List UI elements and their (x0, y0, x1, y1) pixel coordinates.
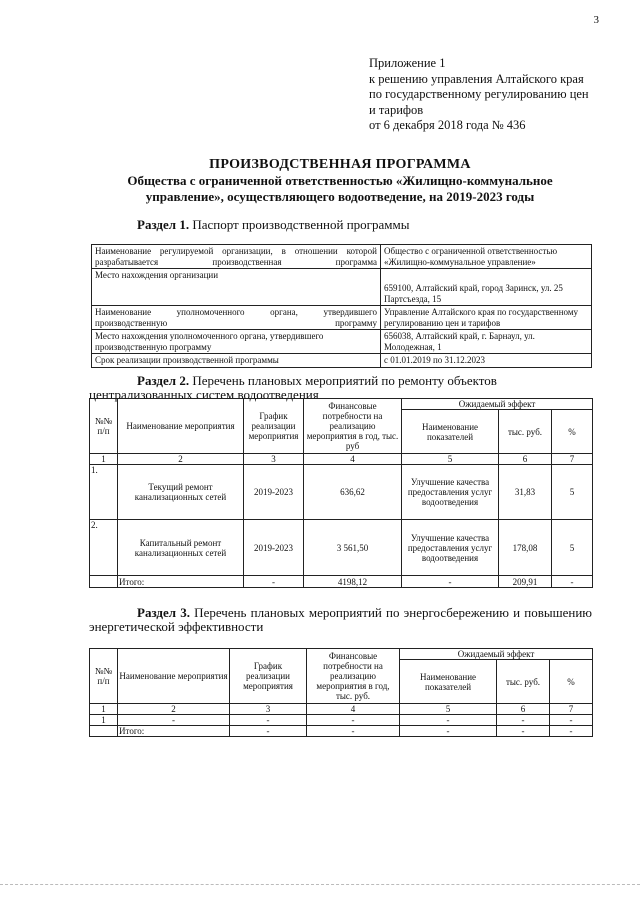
table-row (90, 465, 593, 520)
title-heading: ПРОИЗВОДСТВЕННАЯ ПРОГРАММА (209, 157, 471, 172)
header-thousand: тыс. руб. (497, 660, 550, 704)
header-thousand: тыс. руб. (499, 410, 552, 454)
total-finance: 4198,12 (304, 576, 402, 588)
total-pct: - (552, 576, 593, 588)
column-number: 2 (118, 704, 230, 715)
header-name: Наименование мероприятия (118, 649, 230, 704)
total-pct: - (550, 726, 593, 737)
column-number: 1 (90, 704, 118, 715)
column-number: 4 (304, 454, 402, 465)
column-number: 6 (497, 704, 550, 715)
table-row (92, 245, 592, 269)
row-indicator: Улучшение качества предоставления услуг водоотведения (402, 520, 499, 576)
total-schedule: - (244, 576, 304, 588)
table-cell: Наименование уполномоченного органа, утвердившего производственную программу (92, 306, 381, 330)
column-number: 5 (402, 454, 499, 465)
header-indicator: Наименование показателей (402, 410, 499, 454)
header-pct: % (550, 660, 593, 704)
row-pct: 5 (552, 520, 593, 576)
table-cell: Срок реализации производственной программы (92, 354, 381, 368)
column-number: 6 (499, 454, 552, 465)
appendix-line: Приложение 1 (369, 56, 446, 70)
row-schedule: - (230, 715, 307, 726)
header-name: Наименование мероприятия (118, 399, 244, 454)
header-finance: Финансовые потребности на реализацию мероприятия в год, тыс. руб. (307, 649, 400, 704)
page-number: 3 (593, 14, 599, 26)
column-number: 4 (307, 704, 400, 715)
column-number: 5 (400, 704, 497, 715)
header-finance: Финансовые потребности на реализацию мероприятия в год, тыс. руб (304, 399, 402, 454)
row-pct: - (550, 715, 593, 726)
row-thousand: - (497, 715, 550, 726)
row-finance: 3 561,50 (304, 520, 402, 576)
section1-label: Раздел 1. (137, 217, 190, 232)
table-cell: Наименование регулируемой организации, в отношении которой разрабатывается производственная программа (92, 245, 381, 269)
row-finance: 636,62 (304, 465, 402, 520)
appendix-block (369, 56, 609, 134)
header-indicator: Наименование показателей (400, 660, 497, 704)
header-schedule: График реализации мероприятия (230, 649, 307, 704)
total-thousand: - (497, 726, 550, 737)
appendix-line: по государственному регулированию цен (369, 87, 589, 101)
row-indicator: Улучшение качества предоставления услуг водоотведения (402, 465, 499, 520)
row-schedule: 2019-2023 (244, 465, 304, 520)
table-header-row (90, 649, 593, 660)
table-cell: Общество с ограниченной ответственностью «Жилищно-коммунальное управление» (381, 245, 592, 269)
total-schedule: - (230, 726, 307, 737)
row-name: Капитальный ремонт канализационных сетей (118, 520, 244, 576)
row-pct: 5 (552, 465, 593, 520)
row-finance: - (307, 715, 400, 726)
column-number-row (90, 454, 593, 465)
table-header-row (90, 399, 593, 410)
appendix-line: и тарифов (369, 102, 424, 117)
table-cell: 659100, Алтайский край, город Заринск, ул. 25 Партсъезда, 15 (381, 269, 592, 306)
column-number: 7 (552, 454, 593, 465)
header-effect: Ожидаемый эффект (400, 649, 593, 660)
repair-table (89, 398, 593, 588)
appendix-line: от 6 декабря 2018 года № 436 (369, 118, 526, 132)
total-num (90, 726, 118, 737)
total-finance: - (307, 726, 400, 737)
table-row (92, 330, 592, 354)
header-pct: % (552, 410, 593, 454)
table-row (92, 354, 592, 368)
table-row (90, 715, 593, 726)
row-thousand: 178,08 (499, 520, 552, 576)
title-line: Общества с ограниченной ответственностью «Жилищно-коммунальное (127, 173, 553, 188)
row-name: - (118, 715, 230, 726)
row-num: 1. (90, 465, 118, 520)
header-num: №№ п/п (90, 399, 118, 454)
table-row (90, 520, 593, 576)
appendix-line: к решению управления Алтайского края (369, 71, 584, 86)
table-cell: с 01.01.2019 по 31.12.2023 (381, 354, 592, 368)
passport-table (91, 244, 592, 368)
section2-text: Перечень плановых мероприятий по ремонту объектов централизованных систем водоотведения (89, 373, 497, 402)
total-indicator: - (400, 726, 497, 737)
table-cell: Управление Алтайского края по государственному регулированию цен и тарифов (381, 306, 592, 330)
total-indicator: - (402, 576, 499, 588)
column-number: 2 (118, 454, 244, 465)
row-num: 1 (90, 715, 118, 726)
row-schedule: 2019-2023 (244, 520, 304, 576)
row-indicator: - (400, 715, 497, 726)
row-name: Текущий ремонт канализационных сетей (118, 465, 244, 520)
column-number: 3 (244, 454, 304, 465)
section1-text: Паспорт производственной программы (189, 217, 410, 232)
column-number: 7 (550, 704, 593, 715)
header-num: №№ п/п (90, 649, 118, 704)
section3-heading (89, 606, 592, 634)
row-thousand: 31,83 (499, 465, 552, 520)
total-num (90, 576, 118, 588)
section3-label: Раздел 3. (137, 605, 190, 620)
total-label: Итого: (118, 726, 230, 737)
total-row (90, 576, 593, 588)
column-number: 1 (90, 454, 118, 465)
table-row (92, 269, 592, 306)
total-label: Итого: (118, 576, 244, 588)
title-line: управление», осуществляющего водоотведение, на 2019-2023 годы (145, 189, 535, 204)
column-number: 3 (230, 704, 307, 715)
section2-label: Раздел 2. (137, 373, 190, 388)
energy-table (89, 648, 593, 737)
table-row (92, 306, 592, 330)
column-number-row (90, 704, 593, 715)
total-thousand: 209,91 (499, 576, 552, 588)
document-title (60, 157, 620, 205)
total-row (90, 726, 593, 737)
table-cell: 656038, Алтайский край, г. Барнаул, ул. Молодежная, 1 (381, 330, 592, 354)
header-schedule: График реализации мероприятия (244, 399, 304, 454)
page-bottom-divider (0, 884, 640, 885)
section1-heading (137, 218, 409, 232)
table-cell: Место нахождения уполномоченного органа, утвердившего производственную программу (92, 330, 381, 354)
header-effect: Ожидаемый эффект (402, 399, 593, 410)
table-cell: Место нахождения организации (92, 269, 381, 306)
row-num: 2. (90, 520, 118, 576)
section3-text: Перечень плановых мероприятий по энергосбережению и повышению энергетической эффективности (89, 605, 592, 634)
